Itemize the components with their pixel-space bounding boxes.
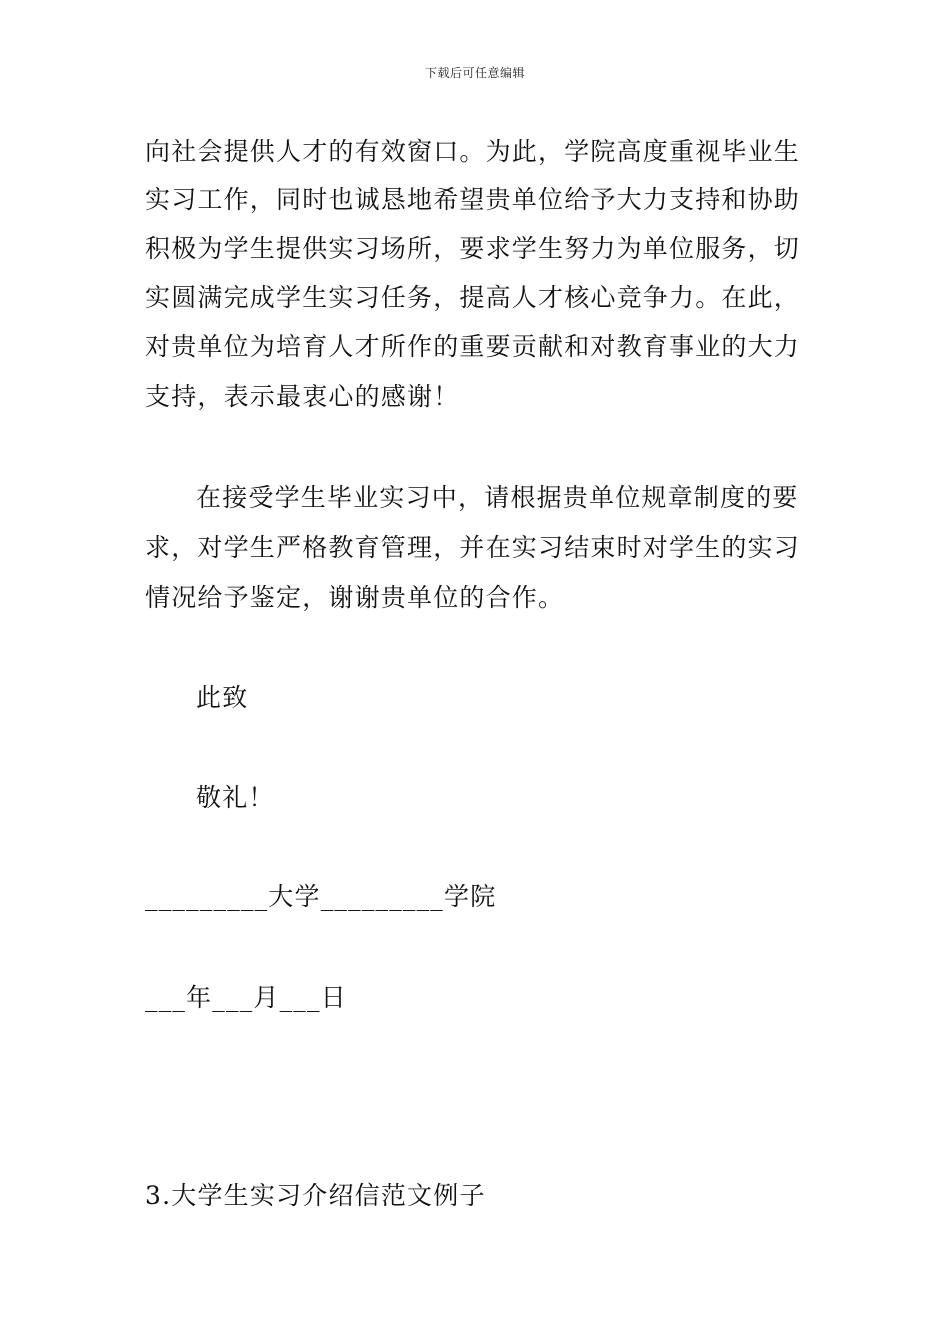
paragraph-line: 向社会提供人才的有效窗口。为此，学院高度重视毕业生 xyxy=(145,137,801,166)
page-header: 下载后可任意编辑 xyxy=(424,66,525,80)
paragraph-line: 支持，表示最衷心的感谢！ xyxy=(145,382,460,411)
paragraph-line: 实习工作，同时也诚恳地希望贵单位给予大力支持和协助 xyxy=(145,185,801,214)
closing-regards: 敬礼！ xyxy=(196,783,275,812)
paragraph-line: 积极为学生提供实习场所，要求学生努力为单位服务，切 xyxy=(145,234,801,263)
paragraph-line: 实圆满完成学生实习任务，提高人才核心竞争力。在此， xyxy=(145,283,801,312)
closing-salutation: 此致 xyxy=(196,683,249,712)
paragraph-line: 求，对学生严格教育管理，并在实习结束时对学生的实习 xyxy=(145,533,801,562)
paragraph-line: 在接受学生毕业实习中，请根据贵单位规章制度的要 xyxy=(196,483,799,512)
section-heading: 3.大学生实习介绍信范文例子 xyxy=(145,1181,486,1210)
paragraph-line: 对贵单位为培育人才所作的重要贡献和对教育事业的大力 xyxy=(145,332,801,361)
signature-date: ___年___月___日 xyxy=(145,983,347,1012)
signature-institution: _________大学_________学院 xyxy=(145,882,497,911)
paragraph-line: 情况给予鉴定，谢谢贵单位的合作。 xyxy=(145,583,565,612)
